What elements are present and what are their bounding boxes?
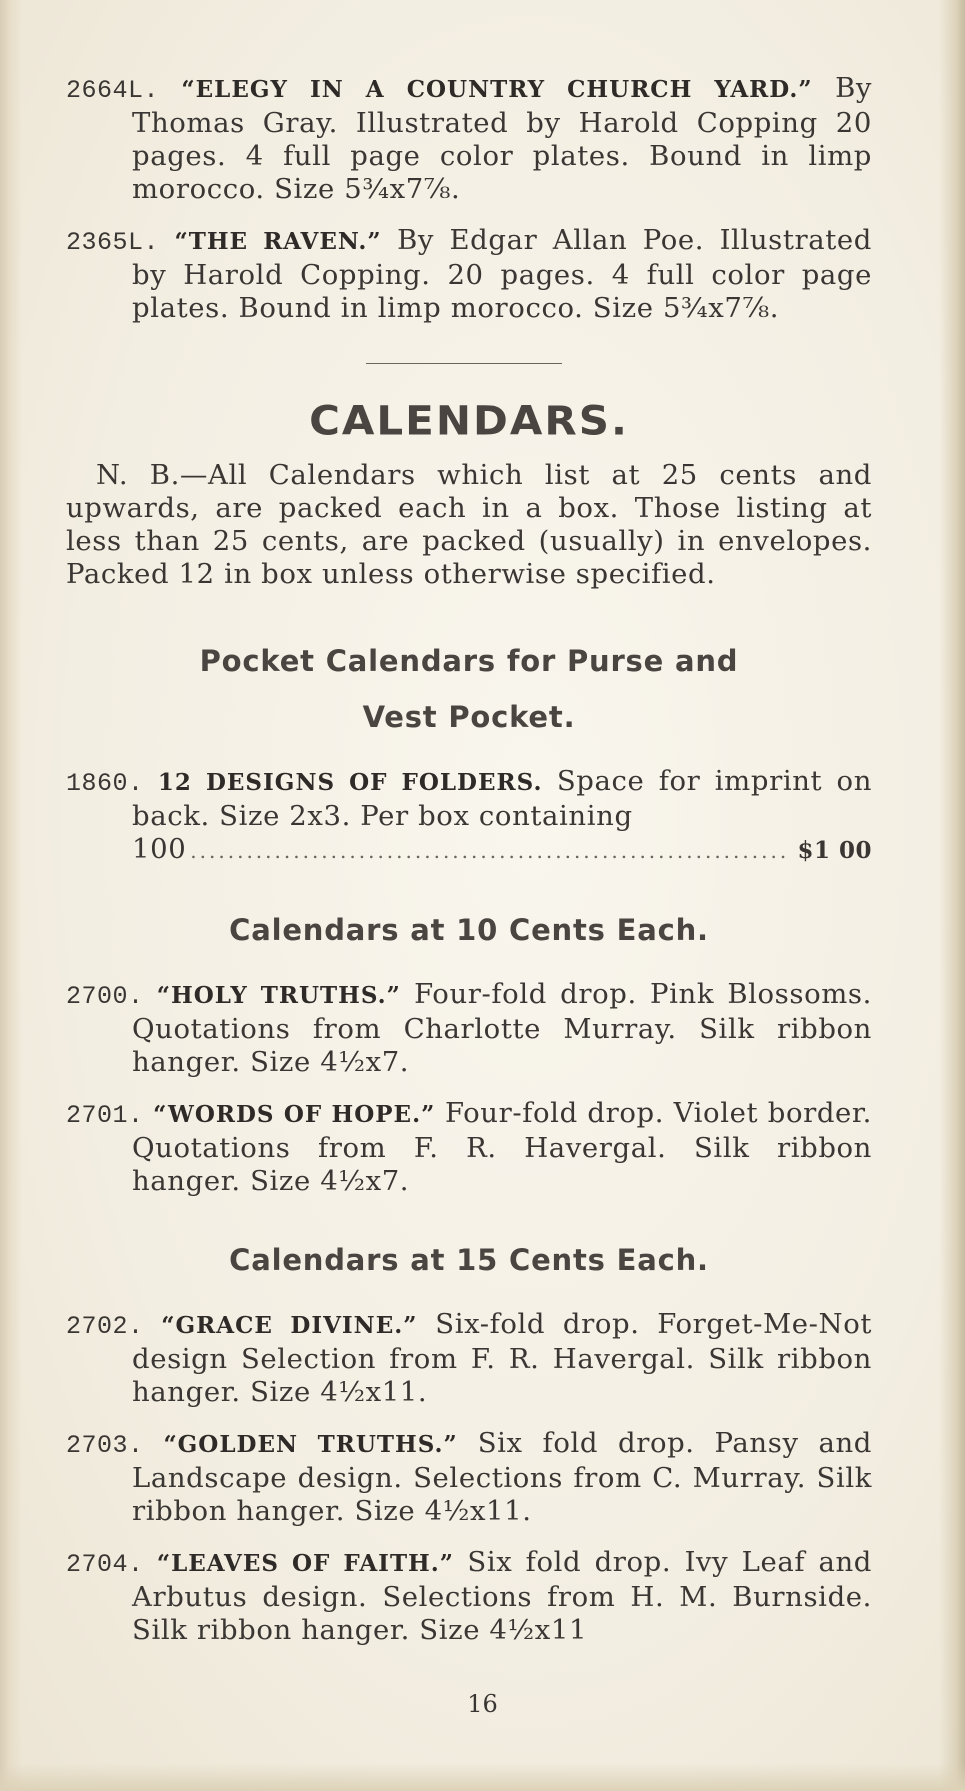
page-edge-bottom — [0, 1763, 965, 1791]
section-divider — [366, 363, 562, 364]
entry-number: 2365L. — [66, 228, 160, 257]
page-number: 16 — [467, 1690, 498, 1718]
entry-title: “THE RAVEN.” — [174, 228, 382, 255]
entry-description: Six-fold drop. Forget-Me-Not design Selection from F. R. Havergal. Silk ribbon hanger. Size 4½x11. — [132, 1308, 873, 1408]
entry-2703 — [66, 1427, 872, 1528]
page-edge-left — [0, 0, 22, 1791]
fifteen-cents-heading: Calendars at 15 Cents Each. — [229, 1243, 709, 1277]
entry-title: “LEAVES OF FAITH.” — [156, 1550, 455, 1577]
entry-description: By Edgar Allan Poe. Illustrated by Harold Copping. 20 pages. 4 full color page plates. Bound in limp morocco. Size 5¾x7⅞. — [132, 224, 872, 324]
entry-description: Space for imprint on back. Size 2x3. Per box containing — [132, 765, 873, 832]
page-content — [66, 72, 872, 1665]
pocket-calendars-heading — [66, 633, 872, 745]
dot-leader: ................................................................ — [190, 839, 790, 863]
entry-description: Four-fold drop. Pink Blossoms. Quotations from Charlotte Murray. Silk ribbon hanger. Size 4½x7. — [132, 978, 872, 1078]
entry-number: 2701. — [66, 1101, 144, 1130]
entry-number: 2704. — [66, 1550, 144, 1579]
page-edge-right — [939, 0, 965, 1791]
entry-title: “ELEGY IN A COUNTRY CHURCH YARD.” — [181, 76, 813, 103]
entry-2702 — [66, 1308, 872, 1409]
entry-number: 2664L. — [66, 76, 160, 105]
entry-number: 2703. — [66, 1431, 144, 1460]
entry-title: 12 DESIGNS OF FOLDERS. — [157, 769, 543, 796]
entry-description: Four-fold drop. Violet border. Quotations from F. R. Havergal. Silk ribbon hanger. Size 4½x7. — [132, 1097, 872, 1197]
entry-description: Six fold drop. Pansy and Landscape design. Selections from C. Murray. Silk ribbon hanger. Size 4½x11. — [132, 1427, 873, 1527]
entry-2701 — [66, 1097, 872, 1198]
entry-title: “GOLDEN TRUTHS.” — [163, 1431, 458, 1458]
entry-2365l — [66, 224, 872, 325]
entry-title: “WORDS OF HOPE.” — [153, 1101, 436, 1128]
entry-description: By Thomas Gray. Illustrated by Harold Copping 20 pages. 4 full page color plates. Bound in limp morocco. Size 5¾x7⅞. — [132, 72, 873, 205]
entry-2700 — [66, 978, 872, 1079]
price-line — [132, 833, 872, 868]
entry-2664l — [66, 72, 872, 206]
entry-title: “HOLY TRUTHS.” — [156, 982, 401, 1009]
pocket-heading-line-1: Pocket Calendars for Purse and — [199, 644, 739, 678]
pocket-heading-line-2: Vest Pocket. — [362, 700, 576, 734]
calendars-heading: CALENDARS. — [309, 397, 629, 444]
ten-cents-heading: Calendars at 10 Cents Each. — [229, 913, 709, 947]
entry-quantity: 100 — [132, 833, 187, 865]
entry-price: $1 00 — [797, 837, 872, 864]
packing-note: N. B.—All Calendars which list at 25 cents and upwards, are packed each in a box. Those listing at less than 25 cents, are packed (usually) in envelopes. Packed 12 in box unless otherwise specified. — [66, 459, 872, 590]
entry-description: Six fold drop. Ivy Leaf and Arbutus design. Selections from H. M. Burnside. Silk ribbon hanger. Size 4½x11 — [132, 1546, 873, 1646]
entry-number: 2702. — [66, 1312, 144, 1341]
entry-title: “GRACE DIVINE.” — [161, 1312, 418, 1339]
entry-2704 — [66, 1546, 872, 1647]
entry-number: 2700. — [66, 982, 144, 1011]
entry-number: 1860. — [66, 769, 144, 798]
entry-1860 — [66, 765, 872, 868]
